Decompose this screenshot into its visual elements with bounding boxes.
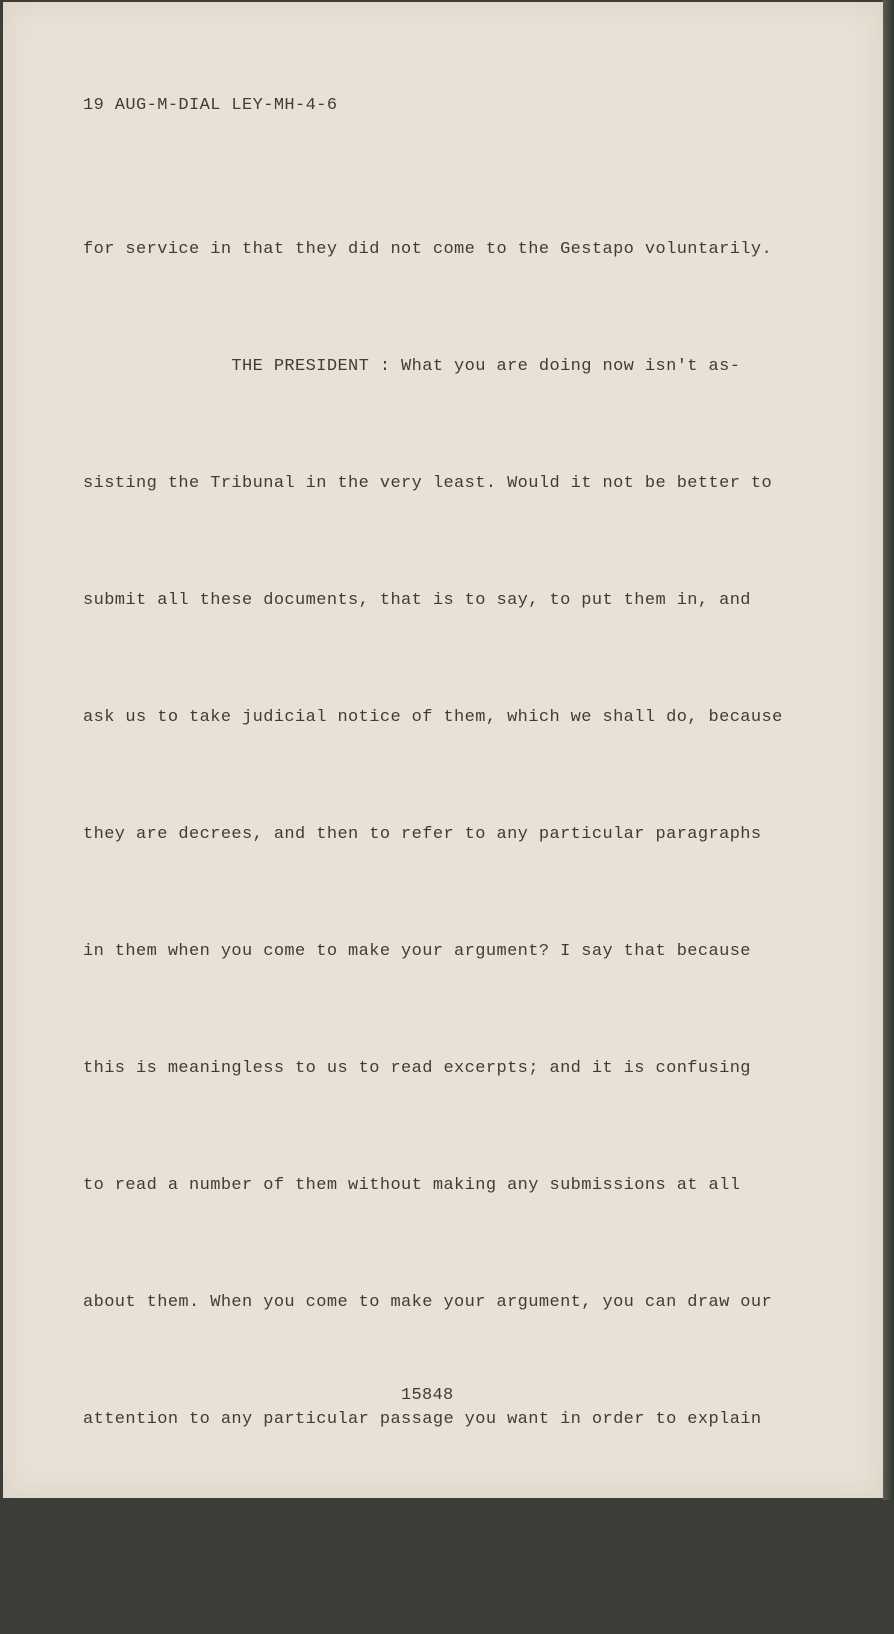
page-header: 19 AUG-M-DIAL LEY-MH-4-6 <box>83 96 338 115</box>
text-line: attention to any particular passage you want in order to explain <box>83 1410 762 1429</box>
text-line: in them when you come to make your argument? I say that because <box>83 942 751 961</box>
document-page <box>3 2 883 1546</box>
text-line: for service in that they did not come to the Gestapo voluntarily. <box>83 240 773 259</box>
transcript-body <box>83 152 783 1634</box>
page-number: 15848 <box>401 1386 454 1405</box>
text-line: to read a number of them without making any submissions at all <box>83 1176 741 1195</box>
text-line: the arguments, but this is not doing you any good at all. <box>83 1527 688 1546</box>
text-line: this is meaningless to us to read excerpts; and it is confusing <box>83 1059 751 1078</box>
text-line: sisting the Tribunal in the very least. Would it not be better to <box>83 474 773 493</box>
text-line: they are decrees, and then to refer to any particular paragraphs <box>83 825 762 844</box>
text-line: submit all these documents, that is to say, to put them in, and <box>83 591 751 610</box>
text-line: about them. When you come to make your argument, you can draw our <box>83 1293 773 1312</box>
text-line: THE PRESIDENT : What you are doing now isn't as- <box>83 357 741 376</box>
background-edge <box>883 0 894 1500</box>
text-line: ask us to take judicial notice of them, which we shall do, because <box>83 708 783 727</box>
